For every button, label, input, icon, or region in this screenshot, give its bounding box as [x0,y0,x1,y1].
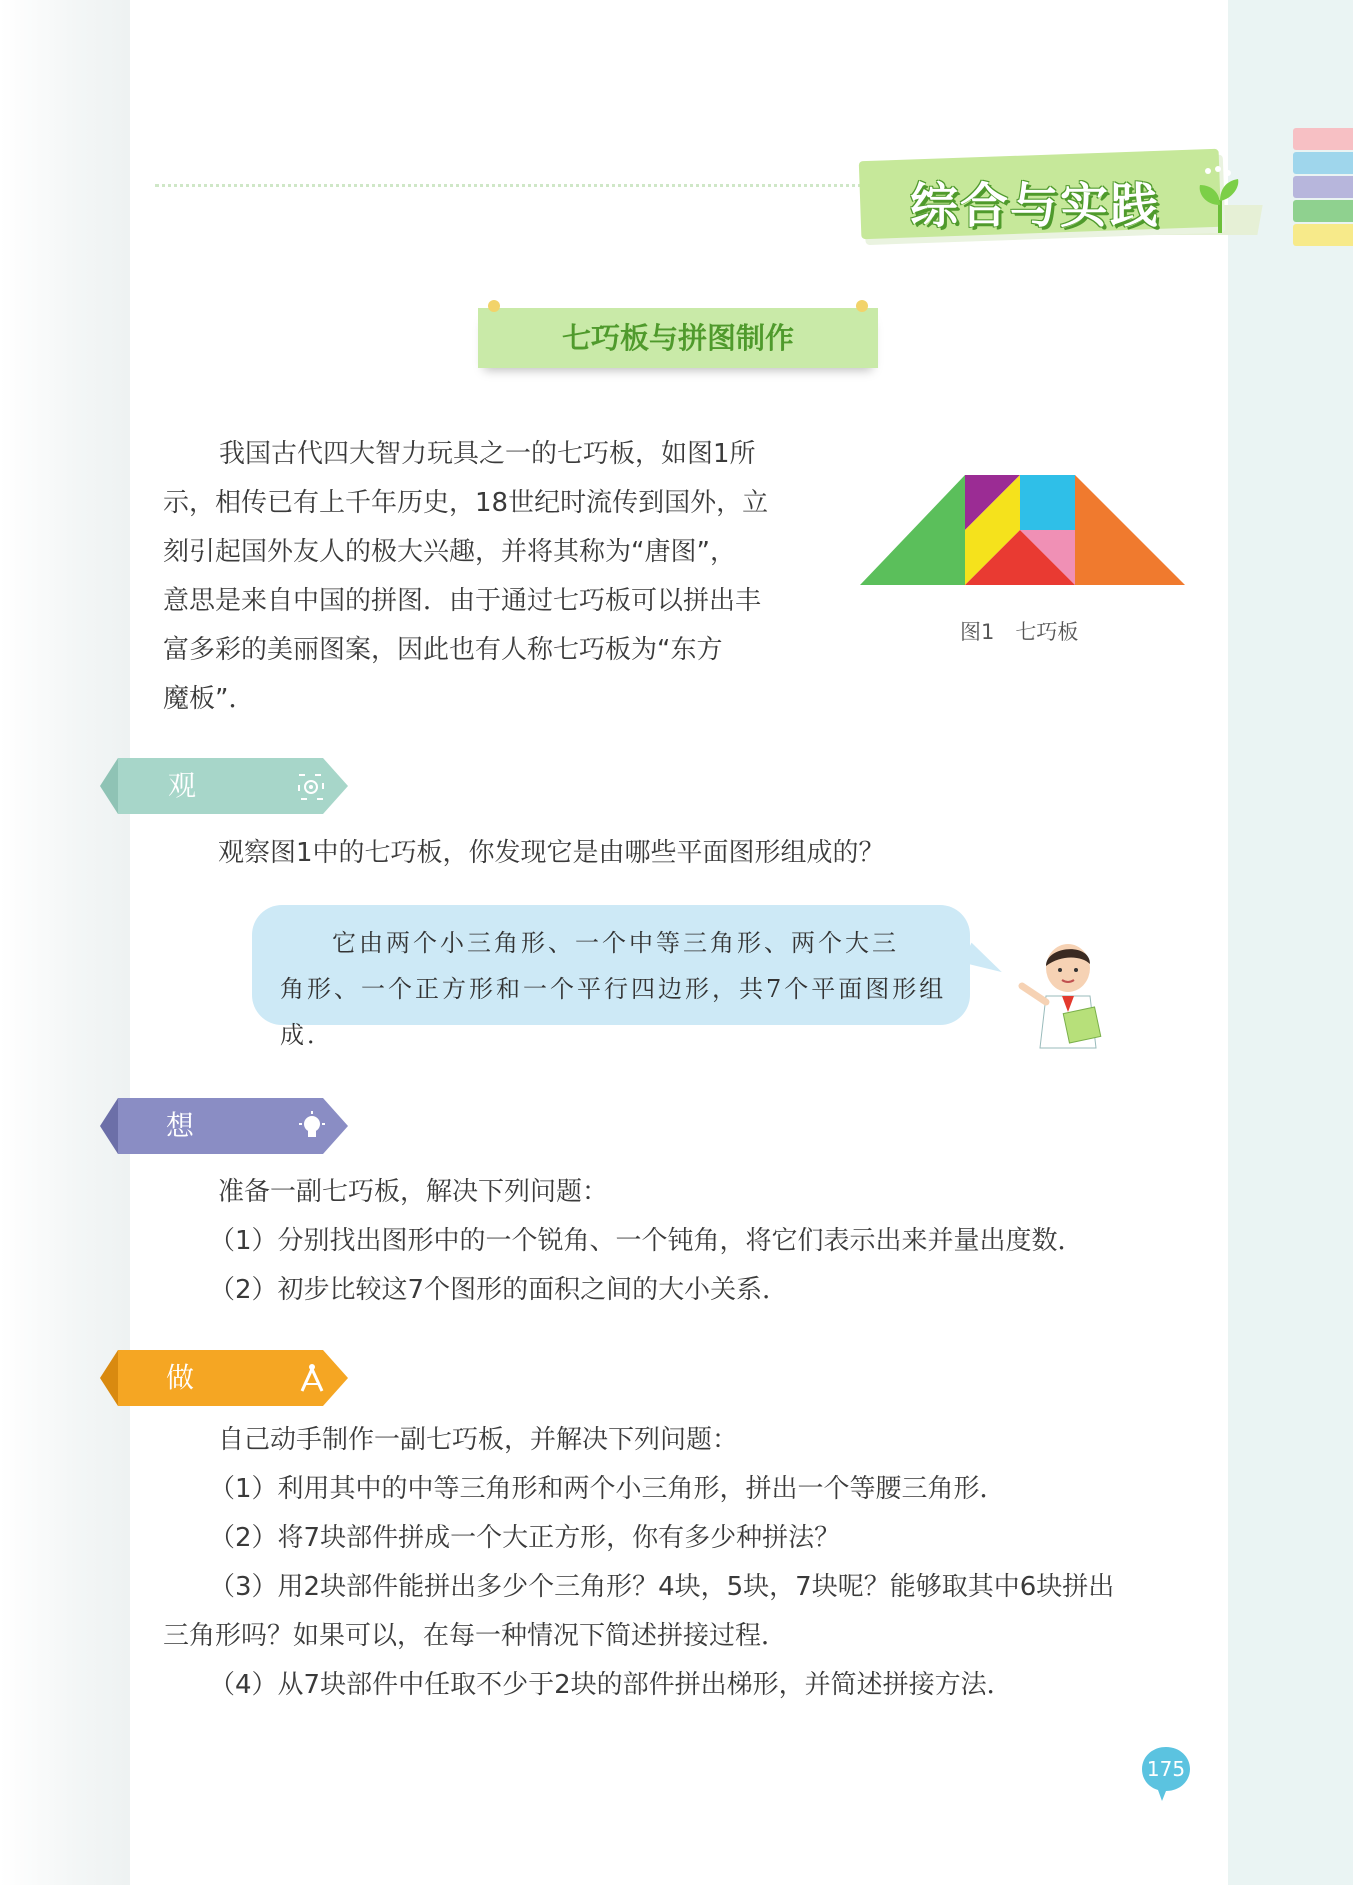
sprout-icon [1190,165,1250,235]
student-illustration [1012,940,1112,1050]
intro-line: 我国古代四大智力玩具之一的七巧板，如图1所 [219,439,756,469]
square-piece [1020,475,1075,530]
large-triangle-left [860,475,965,585]
do-item: （3）用2块部件能拼出多少个三角形？4块，5块，7块呢？能够取其中6块拼出 [209,1572,1115,1602]
tab-blue [1293,152,1353,174]
right-margin-bar [1228,0,1353,1885]
think-content [163,1168,1203,1315]
header-dotted-rule [155,184,875,187]
do-item: 三角形吗？如果可以，在每一种情况下简述拼接过程． [163,1621,788,1651]
do-item: （4）从7块部件中任取不少于2块的部件拼出梯形，并简述拼接方法． [209,1670,1013,1700]
think-tag-label: 想一想 [166,1109,197,1254]
color-tabs [1293,128,1353,248]
do-content [163,1416,1203,1710]
figure-caption: 图1 七巧板 [960,620,1079,644]
intro-line: 富多彩的美丽图案，因此也有人称七巧板为“东方 [163,635,723,665]
compass-icon [296,1362,328,1394]
tag-fold [100,1350,118,1406]
think-item: （1）分别找出图形中的一个锐角、一个钝角，将它们表示出来并量出度数． [209,1226,1084,1256]
tab-purple [1293,176,1353,198]
section-banner [860,135,1280,265]
tab-yellow [1293,224,1353,246]
tag-fold [100,1098,118,1154]
do-tag-label: 做一做 [166,1361,197,1506]
target-icon [296,772,326,802]
tag-fold [100,758,118,814]
tab-green [1293,200,1353,222]
answer-line: 角形、一个正方形和一个平行四边形，共7个平面图形组成． [280,975,947,1049]
left-margin-strip [0,0,130,1885]
tab-pink [1293,128,1353,150]
intro-line: 意思是来自中国的拼图．由于通过七巧板可以拼出丰 [163,586,762,616]
think-item: （2）初步比较这7个图形的面积之间的大小关系． [209,1275,789,1305]
answer-line: 它由两个小三角形、一个中等三角形、两个大三 [332,929,899,957]
lesson-title-box [478,308,878,368]
do-item: （2）将7块部件拼成一个大正方形，你有多少种拼法？ [209,1523,841,1553]
intro-line: 刻引起国外友人的极大兴趣，并将其称为“唐图”， [163,537,736,567]
do-intro: 自己动手制作一副七巧板，并解决下列问题： [218,1425,739,1455]
observe-tag-label: 观 察 [168,769,229,858]
page-number: 175 [1146,1757,1186,1781]
lesson-title: 七巧板与拼图制作 [561,321,794,355]
section-title: 综合与实践 [910,178,1161,234]
answer-text [280,920,960,1058]
observe-question: 观察图1中的七巧板，你发现它是由哪些平面图形组成的？ [218,838,885,868]
tangram-figure [860,470,1190,590]
intro-paragraph [163,430,813,724]
page-number-badge [1140,1745,1192,1797]
intro-line: 魔板”． [163,684,255,714]
lightbulb-icon [296,1110,328,1142]
large-triangle-right [1075,475,1185,585]
intro-line: 示，相传已有上千年历史，18世纪时流传到国外，立 [163,488,769,518]
think-intro: 准备一副七巧板，解决下列问题： [218,1177,609,1207]
do-item: （1）利用其中的中等三角形和两个小三角形，拼出一个等腰三角形． [209,1474,1006,1504]
